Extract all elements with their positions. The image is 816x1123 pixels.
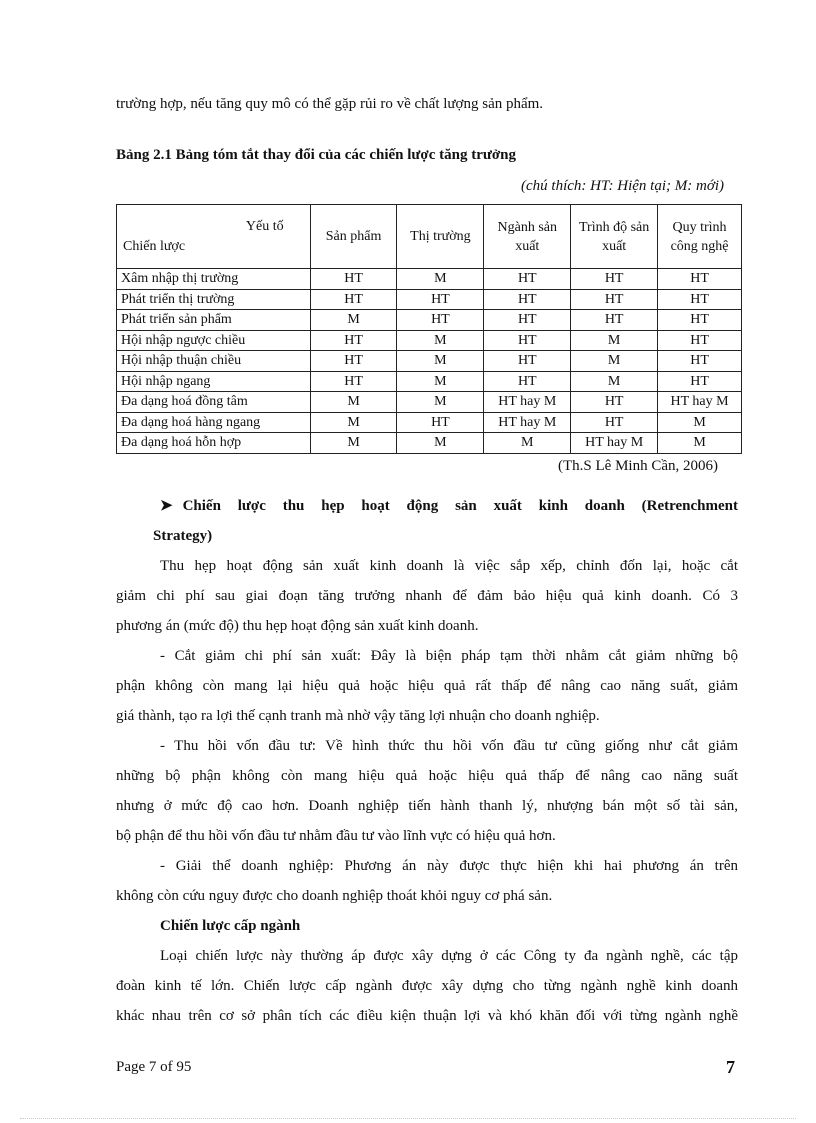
corner-bottom-label: Chiến lược <box>123 239 186 254</box>
row-label-cell: Xâm nhập thị trường <box>117 269 311 290</box>
table-cell: HT <box>571 269 658 290</box>
table-corner-cell <box>117 205 311 269</box>
table-row <box>117 433 742 454</box>
table-row <box>117 269 742 290</box>
table-cell: HT <box>310 269 397 290</box>
table-cell: HT <box>571 412 658 433</box>
table-cell: M <box>397 330 484 351</box>
table-row <box>117 412 742 433</box>
table-cell: HT <box>484 351 571 372</box>
row-label-cell: Hội nhập ngang <box>117 371 311 392</box>
table-cell: M <box>397 433 484 454</box>
table-cell: M <box>310 433 397 454</box>
table-cell: HT hay M <box>484 392 571 413</box>
paragraph-line: Thu hẹp hoạt động sản xuất kinh doanh là việc sắp xếp, chỉnh đốn lại, hoặc cắt <box>160 558 738 574</box>
table-cell: HT hay M <box>484 412 571 433</box>
paragraph-line: - Thu hồi vốn đầu tư: Về hình thức thu hồi vốn đầu tư cũng giống như cắt giảm <box>160 738 738 754</box>
row-label-cell: Đa dạng hoá hàng ngang <box>117 412 311 433</box>
table-cell: HT <box>484 289 571 310</box>
table-note: (chú thích: HT: Hiện tại; M: mới) <box>521 178 724 194</box>
table-cell: HT <box>658 371 742 392</box>
table-cell: HT <box>484 269 571 290</box>
paragraph-line: không còn cứu nguy được cho doanh nghiệp thoát khỏi nguy cơ phá sản. <box>116 888 553 904</box>
row-label-cell: Hội nhập ngược chiều <box>117 330 311 351</box>
table-row <box>117 351 742 372</box>
table-cell: HT <box>571 310 658 331</box>
table-cell: M <box>397 371 484 392</box>
row-label-cell: Đa dạng hoá hỗn hợp <box>117 433 311 454</box>
section1-heading <box>160 496 738 516</box>
row-label-cell: Phát triển thị trường <box>117 289 311 310</box>
table-cell: M <box>397 269 484 290</box>
table-cell: HT <box>658 269 742 290</box>
table-cell: HT <box>484 371 571 392</box>
table-cell: M <box>397 392 484 413</box>
table-cell: M <box>484 433 571 454</box>
column-header: Ngành sản xuất <box>484 205 571 269</box>
paragraph-line: Loại chiến lược này thường áp được xây dựng ở các Công ty đa ngành nghề, các tập <box>160 948 738 964</box>
table-cell: HT <box>310 371 397 392</box>
table-cell: M <box>571 371 658 392</box>
table-cell: HT <box>310 330 397 351</box>
table-row <box>117 289 742 310</box>
page-divider <box>20 1118 796 1119</box>
table-cell: HT <box>484 310 571 331</box>
table-cell: M <box>571 330 658 351</box>
section1-heading-text: Chiến lược thu hẹp hoạt động sản xuất kinh doanh (Retrenchment <box>182 498 738 514</box>
column-header: Sản phẩm <box>310 205 397 269</box>
paragraph-line: - Giải thể doanh nghiệp: Phương án này được thực hiện khi hai phương án trên <box>160 858 738 874</box>
table-cell: HT <box>658 351 742 372</box>
table-cell: HT <box>397 412 484 433</box>
table-cell: M <box>310 392 397 413</box>
table-cell: HT <box>310 351 397 372</box>
table-row <box>117 330 742 351</box>
strategy-table <box>116 204 742 454</box>
paragraph-line: đoàn kinh tế lớn. Chiến lược cấp ngành được xây dựng cho từng ngành nghề kinh doanh <box>116 978 738 994</box>
corner-top-label: Yếu tố <box>245 219 284 234</box>
column-header: Quy trình công nghệ <box>658 205 742 269</box>
column-header: Trình độ sản xuất <box>571 205 658 269</box>
section2-heading: Chiến lược cấp ngành <box>160 918 301 934</box>
paragraph-line: phương án (mức độ) thu hẹp hoạt động sản xuất kinh doanh. <box>116 618 479 634</box>
table-row <box>117 371 742 392</box>
table-cell: HT <box>571 392 658 413</box>
table-cell: M <box>658 412 742 433</box>
column-header: Thị trường <box>397 205 484 269</box>
paragraph-line: phận không còn mang lại hiệu quả hoặc hiệu quả rất thấp để nâng cao năng suất, giảm <box>116 678 738 694</box>
table-header-row <box>117 205 742 269</box>
row-label-cell: Hội nhập thuận chiều <box>117 351 311 372</box>
table-cell: M <box>658 433 742 454</box>
paragraph-line: - Cắt giảm chi phí sản xuất: Đây là biện pháp tạm thời nhằm cắt giảm những bộ <box>160 648 738 664</box>
table-source: (Th.S Lê Minh Cần, 2006) <box>558 458 718 474</box>
paragraph-line: nhưng ở mức độ cao hơn. Doanh nghiệp tiến hành thanh lý, nhượng bán một số tài sản, <box>116 798 738 814</box>
table-title: Bảng 2.1 Bảng tóm tắt thay đổi của các chiến lược tăng trưởng <box>116 147 517 163</box>
paragraph-line: giảm chi phí sau giai đoạn tăng trưởng nhanh để đảm bảo hiệu quả kinh doanh. Có 3 <box>116 588 738 604</box>
table-cell: M <box>310 412 397 433</box>
table-cell: HT <box>484 330 571 351</box>
row-label-cell: Phát triển sản phẩm <box>117 310 311 331</box>
paragraph-line: bộ phận để thu hồi vốn đầu tư nhằm đầu tư vào lĩnh vực có hiệu quả hơn. <box>116 828 556 844</box>
table-cell: HT <box>658 289 742 310</box>
table-cell: HT <box>658 310 742 331</box>
table-cell: HT <box>397 310 484 331</box>
table-cell: HT hay M <box>571 433 658 454</box>
intro-line: trường hợp, nếu tăng quy mô có thể gặp rủi ro về chất lượng sản phẩm. <box>116 96 544 112</box>
table-row <box>117 392 742 413</box>
row-label-cell: Đa dạng hoá đồng tâm <box>117 392 311 413</box>
footer-page-number: 7 <box>726 1057 735 1077</box>
table-cell: HT hay M <box>658 392 742 413</box>
table-row <box>117 310 742 331</box>
paragraph-line: giá thành, tạo ra lợi thế cạnh tranh mà nhờ vậy tăng lợi nhuận cho doanh nghiệp. <box>116 708 600 724</box>
table-cell: HT <box>658 330 742 351</box>
table-cell: M <box>310 310 397 331</box>
paragraph-line: những bộ phận không còn mang hiệu quả hoặc hiệu quả thấp để nâng cao năng suất <box>116 768 738 784</box>
table-cell: M <box>571 351 658 372</box>
table-cell: HT <box>310 289 397 310</box>
table-cell: HT <box>397 289 484 310</box>
footer-page-label: Page 7 of 95 <box>116 1059 192 1075</box>
paragraph-line: khác nhau trên cơ sở phân tích các điều kiện thuận lợi và khó khăn đối với từng ngành nghề <box>116 1008 738 1024</box>
arrow-bullet-icon: ➤ <box>160 498 173 514</box>
table-cell: M <box>397 351 484 372</box>
table-cell: HT <box>571 289 658 310</box>
section1-heading-cont: Strategy) <box>153 528 213 544</box>
